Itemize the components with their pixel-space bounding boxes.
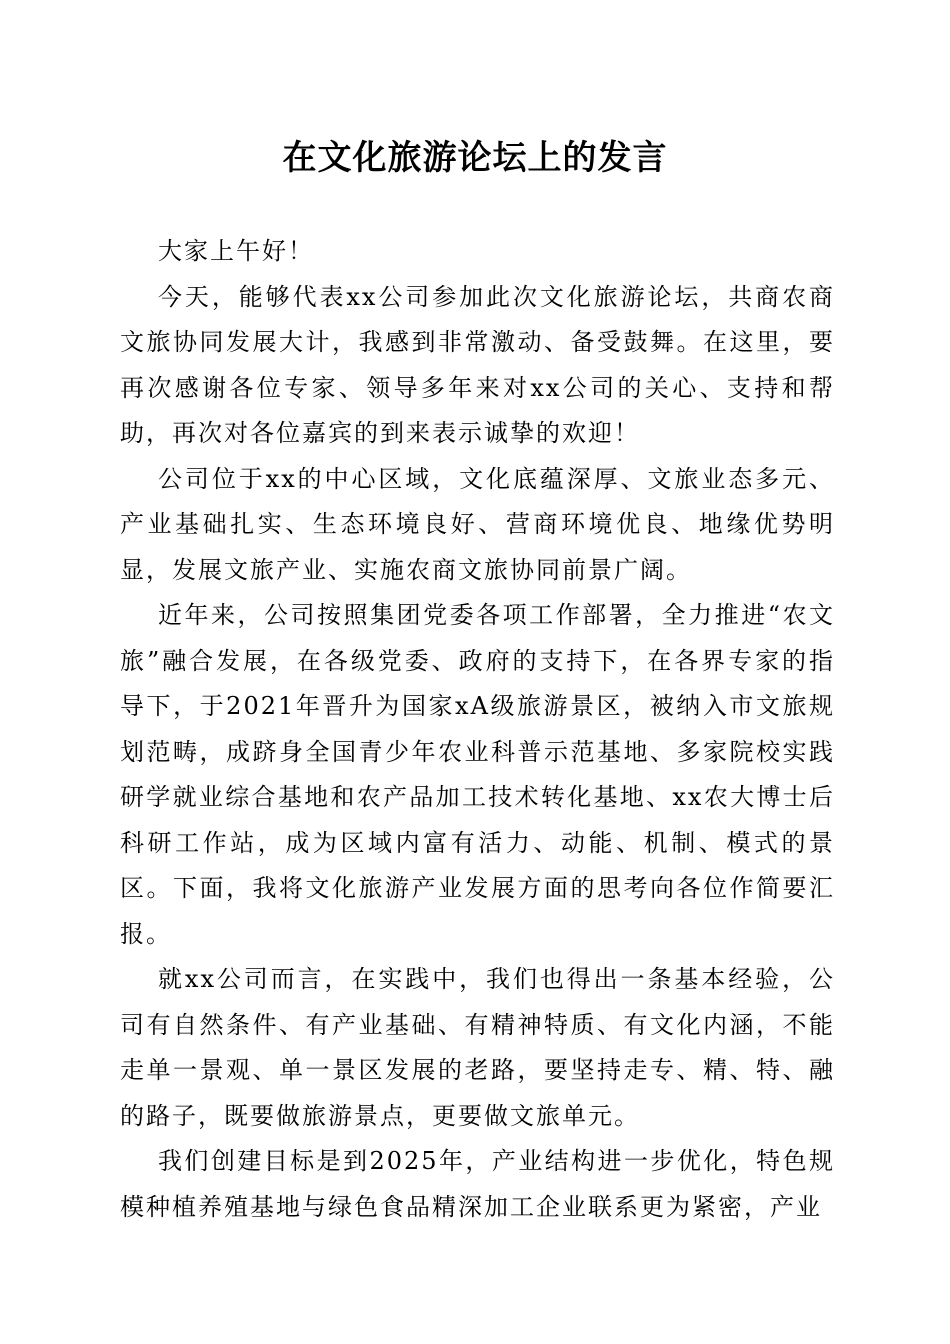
paragraph-opening: 今天，能够代表xx公司参加此次文化旅游论坛，共商农商文旅协同发展大计，我感到非常激动、备受鼓舞。在这里，要再次感谢各位专家、领导多年来对xx公司的关心、支持和帮助，再次对各位嘉宾的到来表示诚挚的欢迎！ — [120, 282, 835, 447]
document-body — [120, 229, 835, 1230]
document-title: 在文化旅游论坛上的发言 — [282, 138, 668, 178]
paragraph-company-location: 公司位于xx的中心区域，文化底蕴深厚、文旅业态多元、产业基础扎实、生态环境良好、营商环境优良、地缘优势明显，发展文旅产业、实施农商文旅协同前景广阔。 — [120, 464, 835, 584]
paragraph-goals: 我们创建目标是到2025年，产业结构进一步优化，特色规模种植养殖基地与绿色食品精深加工企业联系更为紧密，产业 — [120, 1147, 835, 1221]
paragraph-experience: 就xx公司而言，在实践中，我们也得出一条基本经验，公司有自然条件、有产业基础、有精神特质、有文化内涵，不能走单一景观、单一景区发展的老路，要坚持走专、精、特、融的路子，既要做旅游景点，更要做文旅单元。 — [120, 965, 835, 1130]
paragraph-greeting: 大家上午好！ — [158, 237, 314, 265]
paragraph-recent-achievements: 近年来，公司按照集团党委各项工作部署，全力推进“农文旅”融合发展，在各级党委、政府的支持下，在各界专家的指导下，于2021年晋升为国家xA级旅游景区，被纳入市文旅规划范畴，成跻身全国青少年农业科普示范基地、多家院校实践研学就业综合基地和农产品加工技术转化基地、xx农大博士后科研工作站，成为区域内富有活力、动能、机制、模式的景区。下面，我将文化旅游产业发展方面的思考向各位作简要汇报。 — [120, 601, 835, 948]
